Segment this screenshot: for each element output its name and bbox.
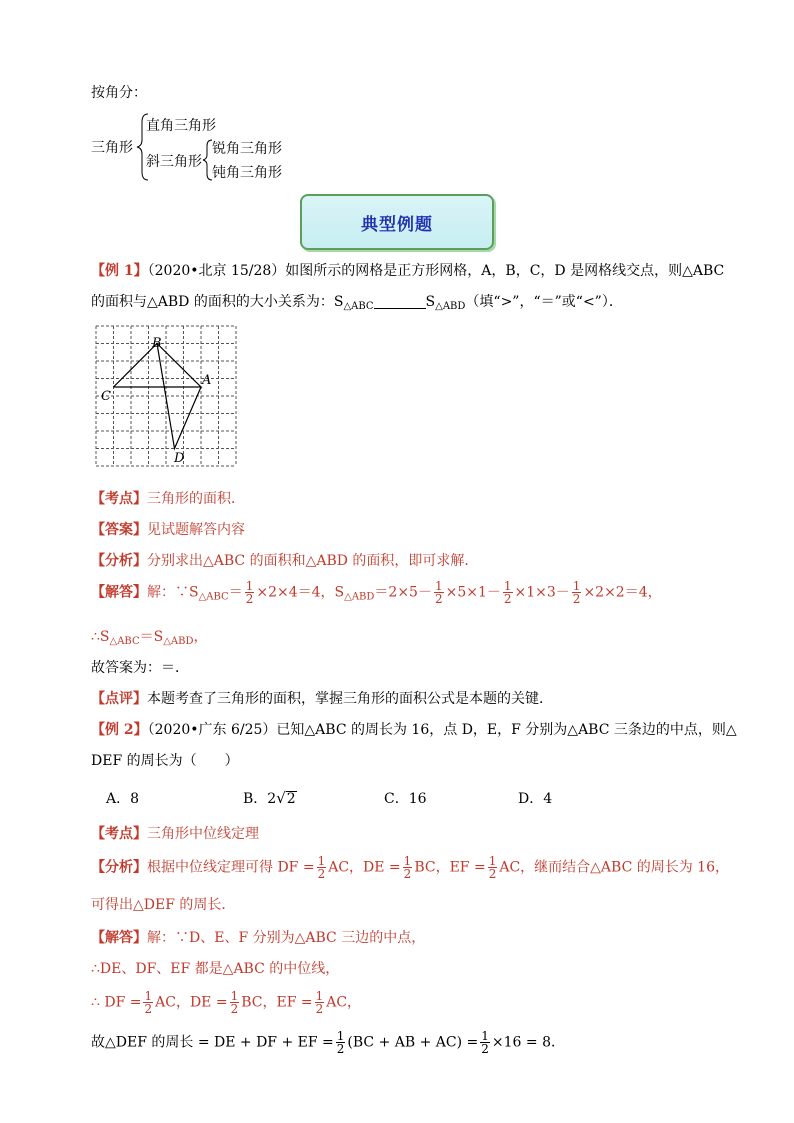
example1-line2-text: 的面积与△ABD 的面积的大小关系为：S: [91, 294, 344, 310]
example1-daan: [91, 519, 245, 539]
kaodian-text: 三角形的面积．: [147, 491, 245, 507]
example1-line2: [91, 291, 623, 312]
option-b[interactable]: B．2√2: [243, 789, 296, 807]
classification-root: 三角形: [91, 140, 133, 156]
example2-line1: [91, 719, 737, 739]
classification-branch1: 直角三角形: [146, 118, 216, 134]
kaodian-tag: 【考点】: [91, 491, 147, 507]
section-banner: [300, 194, 494, 250]
example1-tag: 【例 1】: [91, 263, 148, 279]
fraction: $\frac{1}{2}$: [317, 854, 326, 881]
fraction: $\frac{1}{2}$: [403, 854, 412, 881]
example2-kaodian: 【考点】三角形中位线定理: [91, 826, 259, 842]
example1-dianping: [91, 688, 553, 708]
fraction: $\frac{1}{2}$: [245, 579, 254, 606]
jieda-sub: △ABC: [198, 591, 229, 603]
classification-heading: 按角分：: [91, 85, 147, 101]
example1-fenxi: [91, 550, 478, 570]
option-c[interactable]: C．16: [384, 791, 427, 807]
example2-line2: DEF 的周长为（ ）: [91, 753, 239, 769]
example1-jieda: [91, 580, 662, 605]
jieda-text: 解：∵S: [147, 584, 199, 601]
example2-final: 故△DEF 的周长 = DE + DF + EF = $\frac{1}{2}$ (BC + AB + AC) = $\frac{1}{2}$ ×16 = 8．: [91, 1029, 565, 1056]
section-banner-title: 典型例题: [361, 214, 433, 235]
example1-answer: 故答案为：＝．: [91, 660, 189, 676]
example2-line-c: ∴ DF = $\frac{1}{2}$ AC，DE = $\frac{1}{2}$ BC，EF = $\frac{1}{2}$ AC，: [91, 989, 362, 1016]
classification-sub2: 钝角三角形: [212, 165, 282, 181]
jieda-text: ×1×3－: [514, 584, 570, 601]
jieda-tag: 【解答】: [91, 584, 147, 601]
grid-figure: [92, 322, 240, 470]
example1-s: S: [425, 294, 436, 310]
example1-sub-abc: △ABC: [343, 301, 374, 312]
jieda-text: ×2×2＝4，: [583, 584, 662, 601]
option-a[interactable]: A．8: [106, 791, 140, 807]
example2-fenxi: 【分析】根据中位线定理可得 DF = $\frac{1}{2}$ AC，DE = $\frac{1}{2}$ BC，EF = $\frac{1}{2}$ AC，继而结合△ABC 的周长为 16，: [91, 854, 730, 881]
example2-question: （2020•广东 6/25）已知△ABC 的周长为 16，点 D，E，F 分别为△ABC 三条边的中点，则△: [147, 722, 737, 738]
answer-blank[interactable]: [374, 296, 426, 309]
fraction: $\frac{1}{2}$: [434, 579, 443, 606]
fenxi-text: 分别求出△ABC 的面积和△ABD 的面积，即可求解．: [147, 553, 479, 569]
classification-sub1: 锐角三角形: [212, 141, 282, 157]
dianping-tag: 【点评】: [91, 691, 147, 707]
jieda-text: ×2×4＝4，S: [256, 584, 345, 601]
example1-therefore: $\therefore S_{\triangle ABC}=S_{\triangle ABD}$，: [91, 629, 208, 647]
fenxi-tag: 【分析】: [91, 553, 147, 569]
example2-jieda: 【解答】解：∵D、E、F 分别为△ABC 三边的中点，: [91, 930, 426, 946]
option-d[interactable]: D．4: [518, 791, 553, 807]
label-c: C: [101, 389, 111, 404]
fraction: $\frac{1}{2}$: [488, 854, 497, 881]
classification-branch2: 斜三角形: [146, 154, 202, 170]
label-b: B: [152, 336, 162, 351]
example1-kaodian: [91, 488, 245, 508]
example1-fill-hint: （填“>”，“＝”或“<”）．: [465, 294, 623, 310]
jieda-sub: △ABD: [344, 591, 375, 603]
daan-tag: 【答案】: [91, 522, 147, 538]
example1-question: （2020•北京 15/28）如图所示的网格是正方形网格，A，B，C，D 是网格线交点，则△ABC: [147, 263, 725, 279]
example1-sub-abd: △ABD: [435, 301, 466, 312]
example2-tag: 【例 2】: [91, 722, 148, 738]
label-d: D: [174, 451, 185, 466]
jieda-text: ×5×1－: [445, 584, 501, 601]
label-a: A: [202, 373, 212, 388]
dianping-text: 本题考查了三角形的面积，掌握三角形的面积公式是本题的关键．: [147, 691, 553, 707]
example1-line1: [91, 260, 724, 280]
fraction: $\frac{1}{2}$: [503, 579, 512, 606]
jieda-eq: ＝: [228, 584, 243, 601]
jieda-text: ＝2×5－: [374, 584, 432, 601]
example2-fenxi-line2: 可得出△DEF 的周长．: [91, 897, 236, 913]
example2-line-b: ∴DE、DF、EF 都是△ABC 的中位线，: [91, 961, 340, 977]
fraction: $\frac{1}{2}$: [572, 579, 581, 606]
daan-text: 见试题解答内容: [147, 522, 245, 538]
